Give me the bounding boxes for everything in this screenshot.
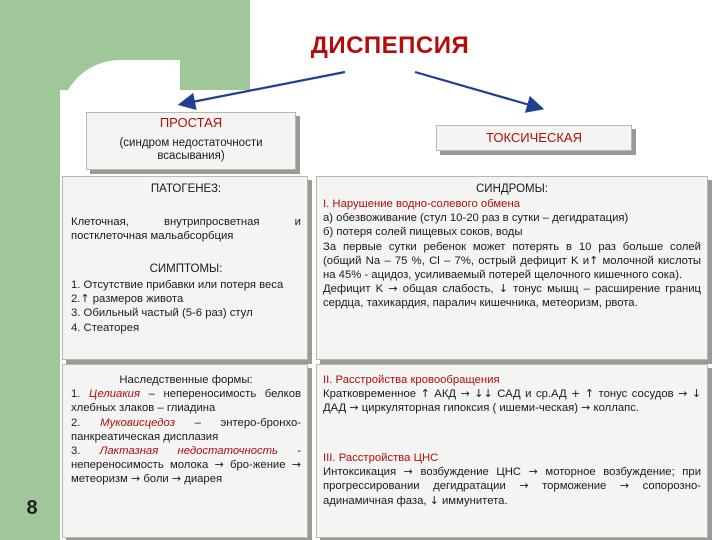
symptom-number: 2. bbox=[71, 293, 81, 306]
syndrome-3-part: возбуждение ЦНС bbox=[412, 466, 522, 479]
syndrome-3-part: Интоксикация bbox=[323, 466, 397, 479]
simple-subtitle: (синдром недостаточности всасывания) bbox=[119, 137, 263, 162]
hereditary-text: диарея bbox=[181, 473, 223, 486]
arrow-right-icon: → bbox=[528, 465, 538, 479]
arrow-right-icon: → bbox=[460, 387, 470, 401]
syndrome-2-part: САД и ср.АД bbox=[492, 388, 567, 401]
hereditary-name: Муковисцедоз bbox=[100, 416, 175, 429]
syndrome-1-a: а) обезвоживание (стул 10-20 раз в сутки – дегидратация) bbox=[323, 212, 629, 225]
arrow-right-icon: → bbox=[403, 465, 413, 479]
symptom-item: 3. Обильный частый (5-6 раз) стул bbox=[71, 307, 253, 320]
arrow-to-toxic bbox=[415, 72, 540, 108]
hereditary-name: Целиакия bbox=[89, 388, 140, 401]
symptom-item: 4. Стеаторея bbox=[71, 321, 140, 334]
symptoms-list bbox=[71, 278, 301, 335]
hereditary-number: 2. bbox=[71, 416, 81, 429]
syndrome-1 bbox=[323, 197, 701, 311]
hereditary-item bbox=[71, 387, 301, 415]
arrow-down-icon: ↓ bbox=[498, 282, 508, 296]
syndrome-3 bbox=[323, 451, 701, 508]
syndrome-2-part: ДАД bbox=[323, 402, 347, 415]
simple-title: ПРОСТАЯ bbox=[159, 115, 223, 130]
simple-box bbox=[86, 112, 296, 170]
syndromes-box-2 bbox=[316, 364, 708, 538]
syndrome-1-d-text3: тонус мышц – расширение границ сердца, тахикардия, паралич кишечника, метеоризм, рвота. bbox=[323, 283, 702, 310]
pathogenesis-text: Клеточная, внутрипросветная и постклеточная мальабсорбция bbox=[71, 216, 301, 243]
arrow-right-icon: → bbox=[130, 472, 141, 486]
symptom-text: размеров живота bbox=[89, 293, 184, 306]
double-arrow-down-icon: ↓↓ bbox=[474, 387, 493, 401]
syndrome-2-text bbox=[323, 387, 701, 415]
syndrome-1-c bbox=[323, 240, 701, 283]
page-title: ДИСПЕПСИЯ bbox=[310, 32, 470, 59]
arrow-right-icon: → bbox=[519, 479, 529, 493]
hereditary-text: бро-жение bbox=[223, 459, 286, 472]
syndrome-3-part: торможение bbox=[528, 480, 607, 493]
syndrome-2 bbox=[323, 373, 701, 416]
syndrome-1-d-text: Дефицит K bbox=[323, 283, 384, 296]
syndrome-3-part: иммунитета. bbox=[438, 494, 508, 507]
arrow-right-icon: → bbox=[349, 401, 359, 415]
hereditary-text: метеоризм bbox=[71, 473, 128, 486]
syndrome-1-d-text2: общая слабость, bbox=[397, 283, 494, 296]
toxic-title: ТОКСИЧЕСКАЯ bbox=[486, 130, 582, 145]
syndrome-2-part: тонус сосудов bbox=[594, 388, 674, 401]
syndrome-3-title: III. Расстройства ЦНС bbox=[323, 452, 439, 464]
hereditary-item bbox=[71, 444, 301, 487]
arrow-right-icon: → bbox=[619, 479, 630, 493]
syndrome-2-part: циркуляторная гипоксия ( ишеми-ческая) bbox=[358, 402, 579, 415]
hereditary-item bbox=[71, 416, 301, 444]
symptom-item: 1. Отсутствие прибавки или потеря веса bbox=[71, 279, 284, 291]
arrow-right-icon: → bbox=[171, 472, 182, 486]
syndrome-1-title: I. Нарушение водно-солевого обмена bbox=[323, 198, 520, 210]
syndromes-box bbox=[316, 176, 708, 360]
syndrome-1-b: б) потеря солей пищевых соков, воды bbox=[323, 226, 523, 239]
symptom-item bbox=[71, 292, 301, 306]
arrow-down-icon: ↓ bbox=[691, 387, 702, 401]
arrow-right-icon: → bbox=[214, 458, 224, 472]
syndrome-2-part: АКД bbox=[429, 388, 457, 401]
hereditary-number: 1. bbox=[71, 388, 81, 401]
syndrome-1-c-text2: молочной кислоты на 45% - ацидоз, усиливаемый потерей щелочного кишечного сока). bbox=[323, 254, 701, 282]
plus-icon: + bbox=[571, 387, 581, 401]
arrow-right-icon: → bbox=[678, 387, 688, 401]
pathogenesis-heading: ПАТОГЕНЕЗ: bbox=[150, 183, 222, 195]
slide-number: 8 bbox=[26, 497, 38, 519]
arrow-right-icon: → bbox=[388, 282, 398, 296]
hereditary-text: боли bbox=[140, 473, 169, 486]
hereditary-text: – непереносимость белков хлебных злаков – глиадина bbox=[71, 388, 302, 415]
arrow-to-simple bbox=[182, 72, 345, 104]
arrow-up-icon: ↑ bbox=[80, 292, 90, 306]
hereditary-text: - непереносимость молока bbox=[71, 445, 301, 472]
syndrome-3-text bbox=[323, 465, 701, 508]
arrow-down-icon: ↓ bbox=[429, 493, 439, 507]
hereditary-heading: Наследственные формы: bbox=[119, 374, 253, 386]
syndrome-3-part: моторное возбуждение; при прогрессировании дегидратации bbox=[323, 466, 701, 493]
hereditary-name: Лактазная недостаточность bbox=[99, 445, 278, 458]
arrow-up-icon: ↑ bbox=[589, 253, 599, 267]
hereditary-number: 3. bbox=[71, 445, 81, 458]
arrow-right-icon: → bbox=[581, 401, 591, 415]
syndrome-3-part: сопорозно-адинамичная фаза, bbox=[323, 480, 701, 507]
hereditary-content bbox=[71, 373, 301, 487]
syndrome-2-part: Кратковременное bbox=[323, 388, 417, 401]
arrow-right-icon: → bbox=[291, 458, 302, 472]
syndrome-1-d bbox=[323, 282, 701, 310]
hereditary-text: – энтеро-бронхо-панкреатическая дисплазия bbox=[71, 416, 302, 443]
arrow-up-icon: ↑ bbox=[420, 387, 430, 401]
syndrome-2-title: II. Расстройства кровообращения bbox=[323, 374, 500, 386]
arrow-up-icon: ↑ bbox=[584, 387, 595, 401]
toxic-box bbox=[436, 125, 632, 151]
syndromes-heading: СИНДРОМЫ: bbox=[476, 183, 548, 195]
symptoms-heading: СИМПТОМЫ: bbox=[149, 263, 223, 275]
pathogenesis-box bbox=[62, 176, 308, 360]
syndrome-1-c-text: За первые сутки ребенок может потерять в 10 раз больше солей (общий Na – 75 %, Cl – 7%, острый дефицит K и bbox=[323, 240, 701, 267]
hereditary-box bbox=[62, 364, 308, 538]
syndrome-2-part: коллапс. bbox=[590, 402, 640, 415]
